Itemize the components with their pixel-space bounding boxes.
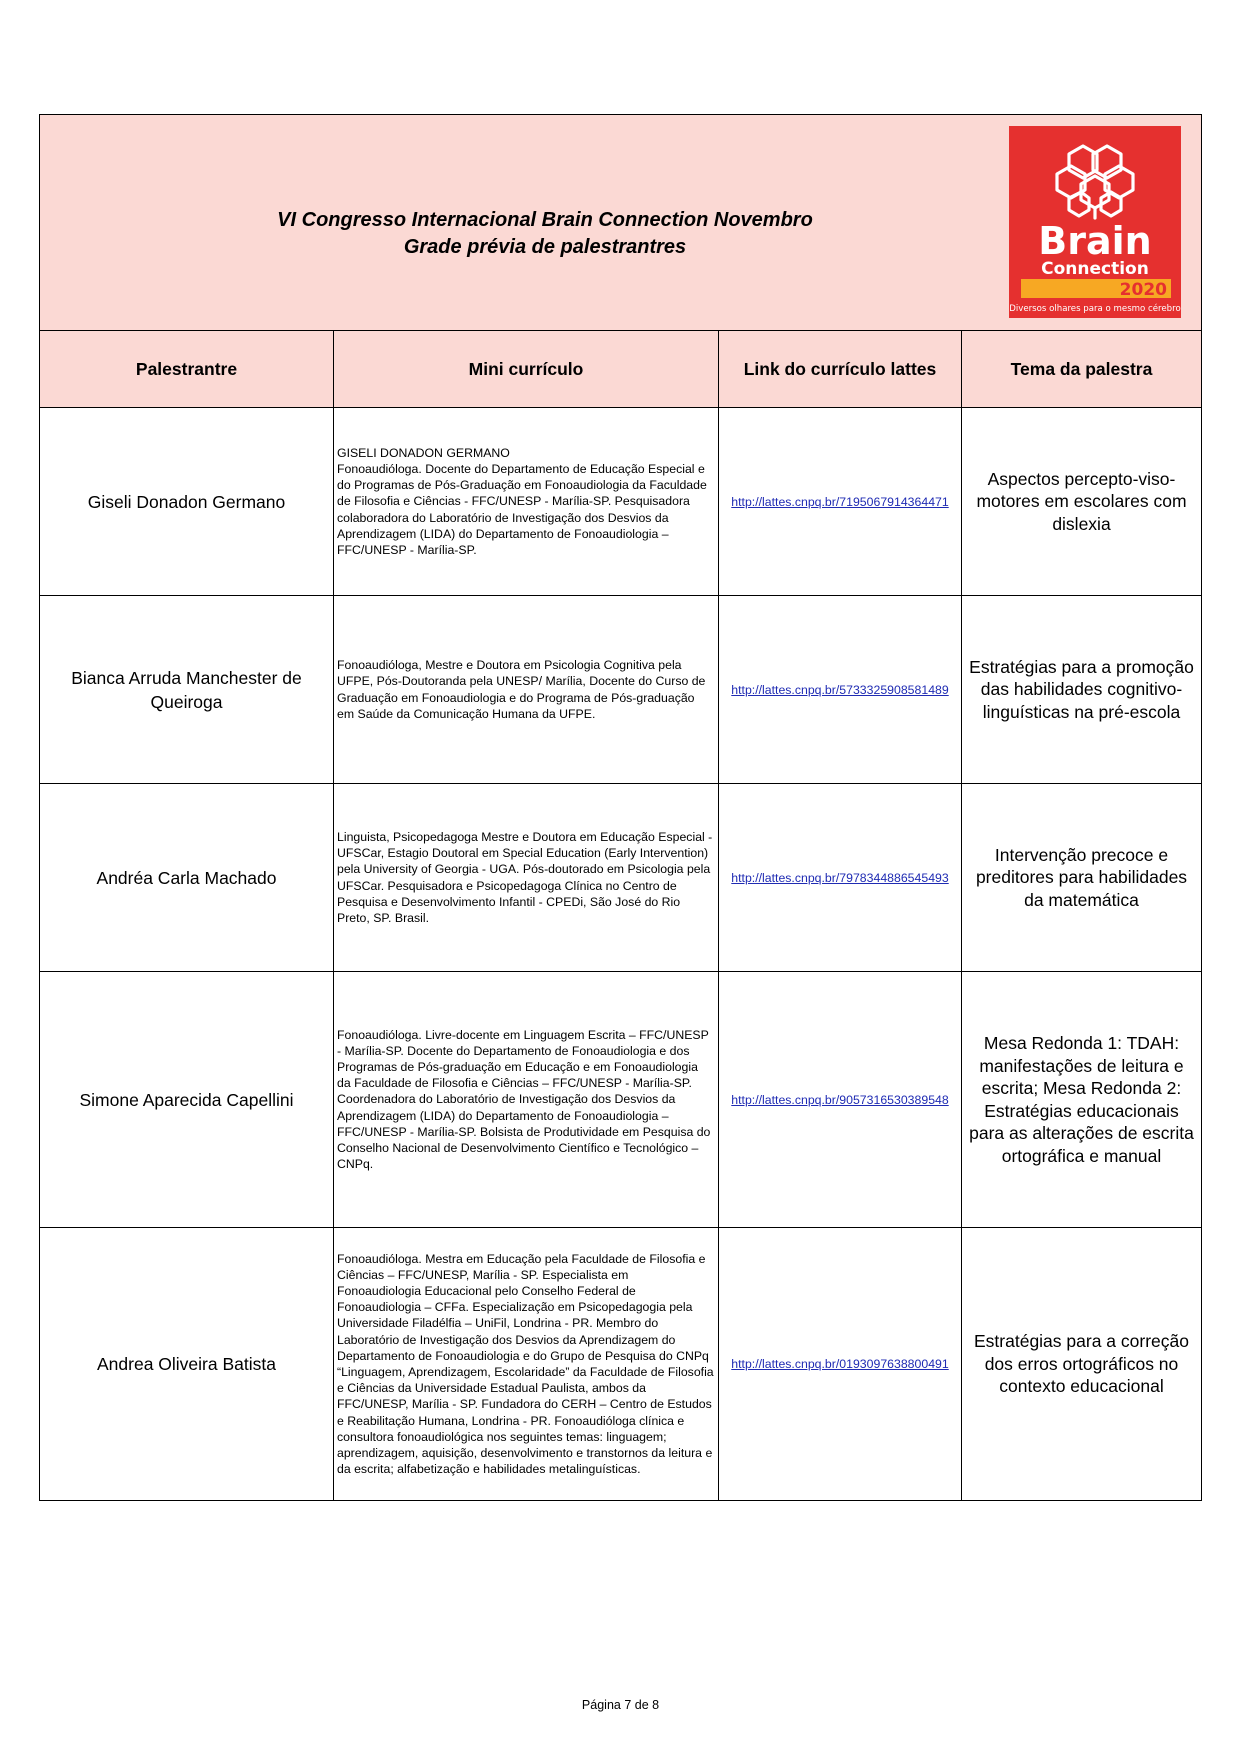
- lattes-link[interactable]: http://lattes.cnpq.br/0193097638800491: [731, 1357, 949, 1371]
- talk-theme: Intervenção precoce e preditores para habilidades da matemática: [962, 784, 1202, 972]
- lattes-link-cell: [719, 408, 962, 596]
- column-header-theme: Tema da palestra: [962, 331, 1202, 408]
- column-header-row: [40, 331, 1202, 408]
- title-line-1: VI Congresso Internacional Brain Connection Novembro: [277, 209, 813, 231]
- table-row: [40, 972, 1202, 1228]
- brain-icon: [1057, 146, 1133, 218]
- page-title: [40, 207, 1050, 261]
- lattes-link-cell: [719, 596, 962, 784]
- column-header-cv: Mini currículo: [334, 331, 719, 408]
- logo-word-connection: Connection: [1041, 259, 1149, 279]
- lattes-link[interactable]: http://lattes.cnpq.br/7978344886545493: [731, 870, 949, 885]
- column-header-link: Link do currículo lattes: [719, 331, 962, 408]
- speaker-name: Giseli Donadon Germano: [40, 408, 334, 596]
- talk-theme: Aspectos percepto-viso-motores em escolares com dislexia: [962, 408, 1202, 596]
- logo-word-brain: Brain: [1038, 219, 1152, 263]
- speaker-name: Simone Aparecida Capellini: [40, 972, 334, 1228]
- lattes-link-cell: [719, 1228, 962, 1501]
- speaker-cv: Fonoaudióloga. Mestra em Educação pela Faculdade de Filosofia e Ciências – FFC/UNESP, Marília - SP. Especialista em Fonoaudiologia Educacional pelo Conselho Federal de Fonoaudiologia – CFFa. Especialização em Psicopedagogia pela Universidade Filadélfia – UniFil, Londrina - PR. Membro do Laboratório de Investigação dos Desvios da Aprendizagem do Departamento de Fonoaudiologia e do Grupo de Pesquisa do CNPq “Linguagem, Aprendizagem, Escolaridade” da Faculdade de Filosofia e Ciências da Universidade Estadual Paulista, ambos da FFC/UNESP, Marília - SP. Fundadora do CERH – Centro de Estudos e Reabilitação Humana, Londrina - PR. Fonoaudióloga clínica e consultora fonoaudiológica nos seguintes temas: linguagem; aprendizagem, aquisição, desenvolvimento e transtornos da leitura e da escrita; alfabetização e habilidades metalinguísticas.: [334, 1228, 719, 1501]
- table-row: [40, 1228, 1202, 1501]
- table-row: [40, 408, 1202, 596]
- speaker-name: Andréa Carla Machado: [40, 784, 334, 972]
- talk-theme: Estratégias para a promoção das habilidades cognitivo-linguísticas na pré-escola: [962, 596, 1202, 784]
- speaker-schedule-sheet: [39, 114, 1201, 1501]
- table-row: [40, 784, 1202, 972]
- document-header: [40, 115, 1202, 331]
- lattes-link-cell: [719, 972, 962, 1228]
- page-number: Página 7 de 8: [581, 1698, 660, 1712]
- lattes-link[interactable]: http://lattes.cnpq.br/9057316530389548: [731, 1092, 949, 1107]
- speaker-cv: GISELI DONADON GERMANO Fonoaudióloga. Docente do Departamento de Educação Especial e do Programas de Pós-Graduação em Fonoaudiologia da Faculdade de Filosofia e Ciências - FFC/UNESP - Marília-SP. Pesquisadora colaboradora do Laboratório de Investigação dos Desvios da Aprendizagem (LIDA) do Departamento de Fonoaudiologia – FFC/UNESP - Marília-SP.: [334, 408, 719, 596]
- lattes-link-cell: [719, 784, 962, 972]
- talk-theme: Estratégias para a correção dos erros ortográficos no contexto educacional: [962, 1228, 1202, 1501]
- title-line-2: Grade prévia de palestrantres: [403, 236, 687, 258]
- table-row: [40, 596, 1202, 784]
- speaker-cv: Fonoaudióloga, Mestre e Doutora em Psicologia Cognitiva pela UFPE, Pós-Doutoranda pela UNESP/ Marília, Docente do Curso de Graduação em Fonoaudiologia e do Programa de Pós-graduação em Saúde da Comunicação Humana da UFPE.: [334, 596, 719, 784]
- lattes-link[interactable]: http://lattes.cnpq.br/5733325908581489: [731, 682, 949, 697]
- speaker-name: Andrea Oliveira Batista: [40, 1228, 334, 1501]
- logo-year: 2020: [1119, 280, 1167, 300]
- speaker-table: [39, 114, 1202, 1501]
- talk-theme: Mesa Redonda 1: TDAH: manifestações de leitura e escrita; Mesa Redonda 2: Estratégias educacionais para as alterações de escrita ortográfica e manual: [962, 972, 1202, 1228]
- speaker-name: Bianca Arruda Manchester de Queiroga: [40, 596, 334, 784]
- speaker-cv: Linguista, Psicopedagoga Mestre e Doutora em Educação Especial - UFSCar, Estagio Doutoral em Special Education (Early Intervention) pela University of Georgia - UGA. Pós-doutorado em Psicologia pela UFSCar. Pesquisadora e Psicopedagoga Clínica no Centro de Pesquisa e Desenvolvimento Infantil - CPEDi, São José do Rio Preto, SP. Brasil.: [334, 784, 719, 972]
- brain-connection-logo: [1009, 126, 1181, 318]
- column-header-speaker: Palestrantre: [40, 331, 334, 408]
- speaker-cv: Fonoaudióloga. Livre-docente em Linguagem Escrita – FFC/UNESP - Marília-SP. Docente do Departamento de Fonoaudiologia e dos Programas de Pós-graduação em Educação e em Fonoaudiologia da Faculdade de Filosofia e Ciências – FFC/UNESP - Marília-SP. Coordenadora do Laboratório de Investigação dos Desvios da Aprendizagem (LIDA) do Departamento de Fonoaudiologia – FFC/UNESP - Marília-SP. Bolsista de Produtividade em Pesquisa do Conselho Nacional de Desenvolvimento Científico e Tecnológico – CNPq.: [334, 972, 719, 1228]
- lattes-link[interactable]: http://lattes.cnpq.br/7195067914364471: [731, 494, 949, 509]
- logo-tagline: Diversos olhares para o mesmo cérebro: [1009, 304, 1181, 314]
